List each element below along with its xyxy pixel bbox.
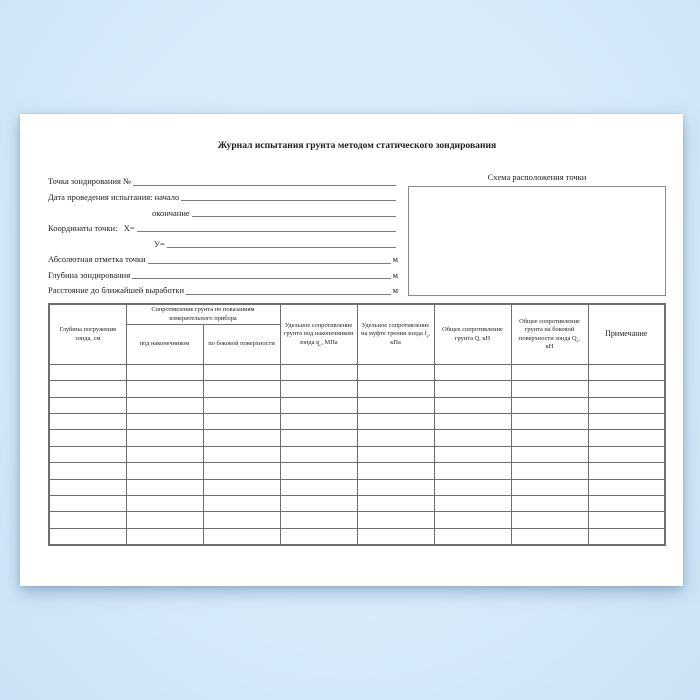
empty-cell (511, 430, 588, 446)
empty-cell (49, 414, 126, 430)
scheme-section (408, 172, 666, 297)
table-head (49, 304, 665, 364)
col-header-qs-unit: , кН (545, 334, 581, 350)
table-row (49, 397, 665, 413)
empty-cell (357, 446, 434, 462)
col-header-qc (280, 304, 357, 364)
empty-cell (49, 528, 126, 544)
empty-cell (357, 364, 434, 380)
empty-cell (588, 479, 665, 495)
empty-cell (511, 414, 588, 430)
fill-in-line (167, 246, 396, 248)
fill-in-line (137, 230, 396, 232)
empty-cell (588, 397, 665, 413)
fields-section (48, 172, 398, 297)
empty-cell (434, 430, 511, 446)
empty-cell (434, 397, 511, 413)
fill-in-line (181, 199, 396, 201)
col-header-resistance-group: Сопротивление грунта по показаниям измерительного прибора (126, 304, 280, 324)
field-label: Дата проведения испытания: начало (48, 191, 180, 202)
field-label: У= (154, 238, 165, 249)
empty-cell (280, 446, 357, 462)
field-unit: м (392, 285, 398, 296)
empty-cell (357, 528, 434, 544)
col-header-fs-sub: s (426, 333, 429, 339)
empty-cell (203, 496, 280, 512)
empty-cell (588, 463, 665, 479)
table-header-row-1 (49, 304, 665, 324)
empty-cell (357, 430, 434, 446)
empty-cell (280, 496, 357, 512)
empty-cell (511, 479, 588, 495)
empty-cell (280, 479, 357, 495)
empty-cell (49, 430, 126, 446)
fill-in-line (192, 215, 396, 217)
empty-cell (357, 512, 434, 528)
table-row (49, 528, 665, 544)
empty-cell (126, 397, 203, 413)
col-header-qs (511, 304, 588, 364)
table-row (49, 414, 665, 430)
empty-cell (434, 479, 511, 495)
empty-cell (49, 479, 126, 495)
empty-cell (126, 414, 203, 430)
table-row (49, 364, 665, 380)
field-sounding-depth (48, 265, 398, 281)
document-page (20, 114, 683, 586)
form-header-section (48, 172, 666, 297)
empty-cell (357, 463, 434, 479)
empty-cell (126, 479, 203, 495)
empty-cell (434, 512, 511, 528)
empty-cell (203, 364, 280, 380)
empty-cell (588, 414, 665, 430)
empty-cell (49, 364, 126, 380)
empty-cell (49, 397, 126, 413)
empty-cell (126, 463, 203, 479)
field-sounding-point (48, 172, 398, 188)
empty-cell (511, 512, 588, 528)
empty-cell (434, 496, 511, 512)
empty-cell (434, 381, 511, 397)
sounding-table (48, 303, 666, 545)
col-header-depth: Глубина погружения зонда, см (49, 304, 126, 364)
col-header-qs-sub: s (576, 337, 579, 343)
empty-cell (588, 446, 665, 462)
empty-cell (280, 528, 357, 544)
empty-cell (511, 463, 588, 479)
empty-cell (126, 430, 203, 446)
empty-cell (434, 446, 511, 462)
table-row (49, 381, 665, 397)
empty-cell (511, 528, 588, 544)
col-header-fs (357, 304, 434, 364)
empty-cell (203, 381, 280, 397)
empty-cell (588, 430, 665, 446)
empty-cell (588, 381, 665, 397)
field-absolute-mark (48, 249, 398, 265)
empty-cell (126, 512, 203, 528)
empty-cell (280, 414, 357, 430)
empty-cell (280, 364, 357, 380)
col-header-qc-unit: , МПа (321, 338, 338, 346)
col-header-q-total: Общее сопротивление грунта Q, кН (434, 304, 511, 364)
empty-cell (280, 397, 357, 413)
empty-cell (588, 364, 665, 380)
empty-cell (203, 479, 280, 495)
field-label: Расстояние до ближайшей выработки (48, 285, 185, 296)
empty-cell (357, 496, 434, 512)
field-unit: м (392, 254, 398, 265)
field-test-date-start (48, 187, 398, 203)
col-header-qc-sub: с (319, 342, 322, 348)
empty-cell (434, 364, 511, 380)
col-header-qc-text: Удельное сопротивление грунта под наконечником зонда q (283, 322, 354, 346)
empty-cell (203, 512, 280, 528)
empty-cell (434, 528, 511, 544)
col-header-side-surface: по боковой поверхности (203, 324, 280, 364)
empty-cell (357, 479, 434, 495)
empty-cell (434, 414, 511, 430)
empty-cell (511, 381, 588, 397)
col-header-fs-unit: , кПа (390, 330, 430, 346)
empty-cell (280, 463, 357, 479)
empty-cell (434, 463, 511, 479)
empty-cell (588, 528, 665, 544)
table-row (49, 463, 665, 479)
table-row (49, 479, 665, 495)
empty-cell (49, 446, 126, 462)
empty-cell (126, 381, 203, 397)
empty-cell (126, 364, 203, 380)
table-row (49, 512, 665, 528)
table-row (49, 430, 665, 446)
empty-cell (49, 381, 126, 397)
empty-cell (511, 496, 588, 512)
table-body (49, 364, 665, 544)
scheme-box (408, 186, 666, 297)
page-title: Журнал испытания грунта методом статического зондирования (217, 140, 497, 151)
empty-cell (357, 381, 434, 397)
empty-cell (511, 364, 588, 380)
field-label: окончание (152, 207, 190, 218)
col-header-fs-text: Удельное сопротивление на муфте трения зонда f (361, 322, 430, 338)
empty-cell (511, 397, 588, 413)
empty-cell (588, 512, 665, 528)
empty-cell (203, 446, 280, 462)
empty-cell (280, 430, 357, 446)
field-label: Абсолютная отметка точки (48, 254, 146, 265)
col-header-under-tip: под наконечником (126, 324, 203, 364)
empty-cell (126, 446, 203, 462)
empty-cell (49, 496, 126, 512)
field-coordinates-y (48, 234, 398, 250)
field-distance-to-working (48, 281, 398, 297)
empty-cell (511, 446, 588, 462)
col-header-qs-text: Общее сопротивление грунта на боковой поверхности зонда Q (518, 317, 580, 342)
empty-cell (126, 528, 203, 544)
field-label: Глубина зондирования (48, 269, 131, 280)
fill-in-line (148, 262, 391, 264)
fill-in-line (186, 293, 391, 295)
fill-in-line (132, 277, 390, 279)
empty-cell (203, 430, 280, 446)
field-test-date-end (48, 203, 398, 219)
table-row (49, 496, 665, 512)
empty-cell (280, 381, 357, 397)
empty-cell (203, 463, 280, 479)
empty-cell (126, 496, 203, 512)
empty-cell (49, 512, 126, 528)
col-header-note: Примечание (588, 304, 665, 364)
empty-cell (203, 528, 280, 544)
scheme-title: Схема расположения точки (487, 171, 587, 182)
empty-cell (49, 463, 126, 479)
field-unit: м (392, 269, 398, 280)
empty-cell (203, 414, 280, 430)
field-label: Координаты точки: Х= (48, 223, 135, 234)
empty-cell (203, 397, 280, 413)
fill-in-line (133, 184, 396, 186)
field-label: Точка зондирования № (48, 176, 132, 187)
table-row (49, 446, 665, 462)
empty-cell (280, 512, 357, 528)
field-coordinates-x (48, 218, 398, 234)
empty-cell (357, 414, 434, 430)
empty-cell (357, 397, 434, 413)
empty-cell (588, 496, 665, 512)
